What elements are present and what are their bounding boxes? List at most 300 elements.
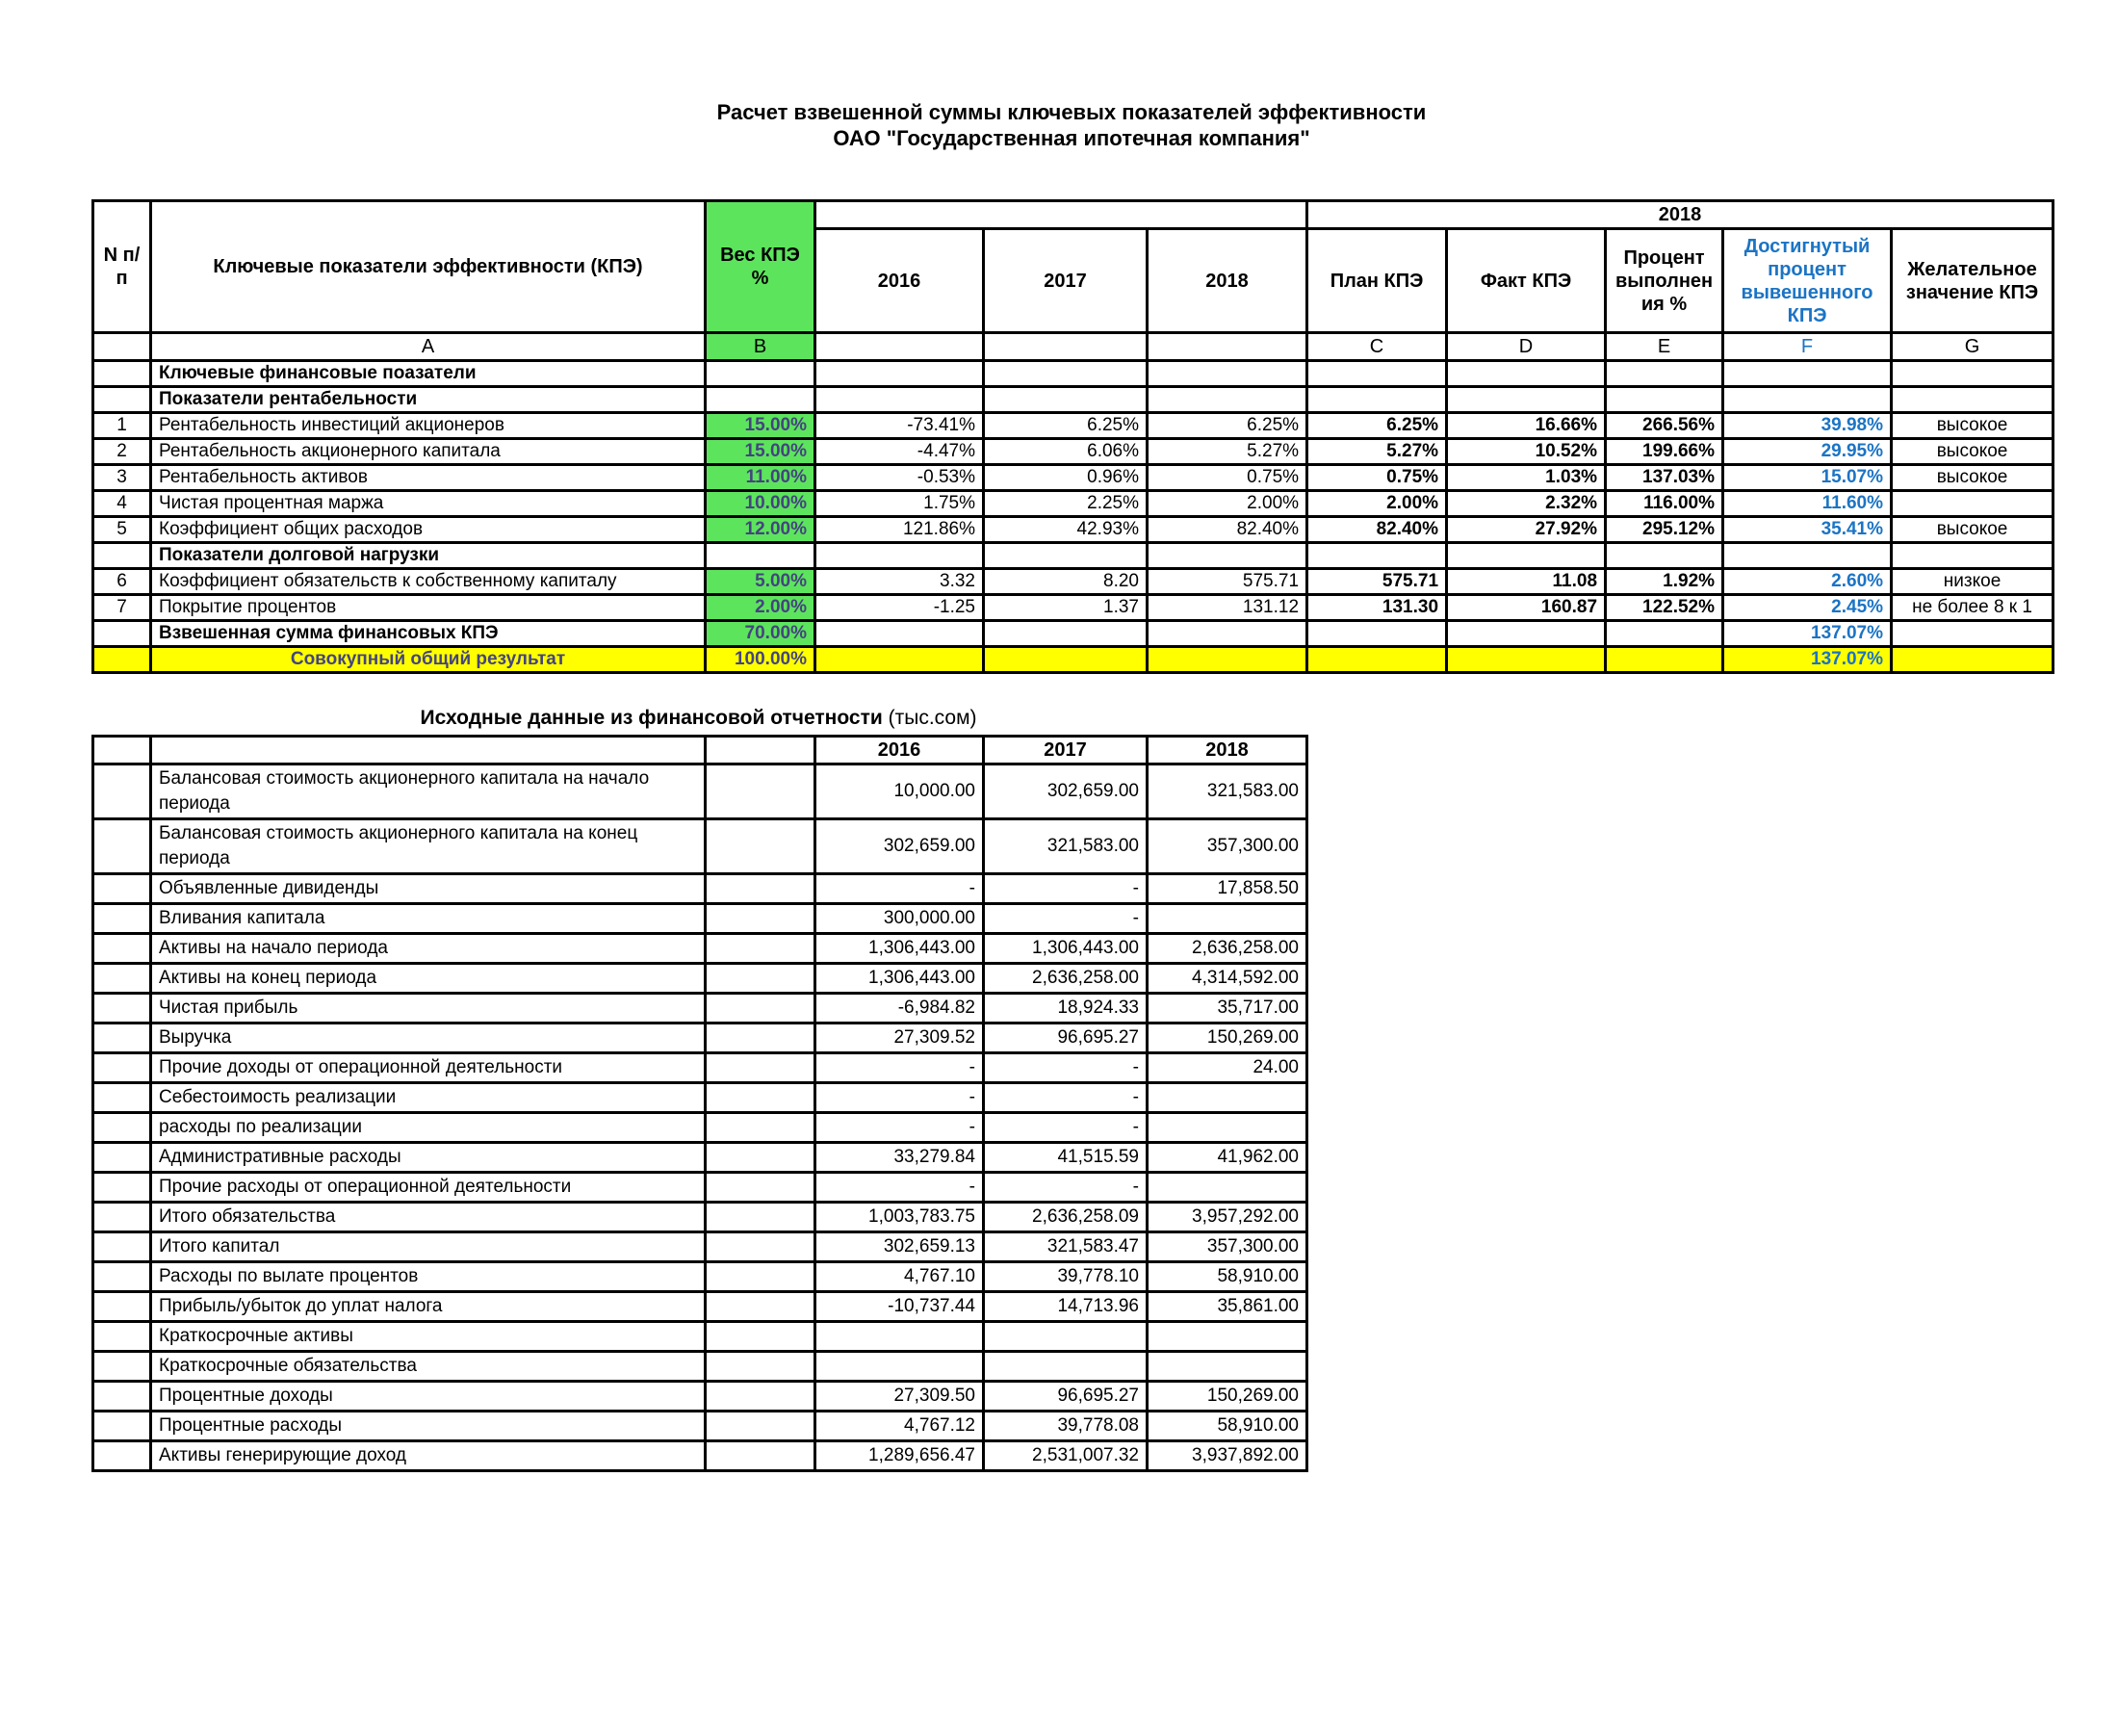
- cell-y2018: [1148, 904, 1307, 934]
- cell-num: 4: [93, 491, 151, 517]
- header-num: N п/п: [93, 201, 151, 333]
- cell-y2017: [984, 1352, 1148, 1382]
- cell-desired: [1892, 361, 2053, 387]
- cell-percent: [1606, 647, 1723, 673]
- header-fact: Факт КПЭ: [1447, 229, 1606, 333]
- cell-spacer: [706, 874, 815, 904]
- cell-weight: 70.00%: [706, 621, 815, 647]
- cell-fact: 27.92%: [1447, 517, 1606, 543]
- header-2016: 2016: [815, 229, 984, 333]
- source-row: [93, 1083, 1307, 1113]
- letter-cell: [815, 333, 984, 361]
- cell-name: Прочие расходы от операционной деятельности: [151, 1173, 706, 1203]
- header-2018: 2018: [1148, 229, 1307, 333]
- cell-name: Балансовая стоимость акционерного капитала на начало периода: [151, 764, 706, 819]
- cell-desired: [1892, 387, 2053, 413]
- cell-plan: 575.71: [1307, 569, 1447, 595]
- cell-desired: [1892, 543, 2053, 569]
- source-row: [93, 1322, 1307, 1352]
- cell-plan: [1307, 543, 1447, 569]
- cell-name: Краткосрочные активы: [151, 1322, 706, 1352]
- cell-fact: 2.32%: [1447, 491, 1606, 517]
- cell-achieved: 2.45%: [1723, 595, 1892, 621]
- kpi-row: [93, 647, 2053, 673]
- cell-y2016: 1,003,783.75: [815, 1203, 984, 1232]
- cell-y2017: 2,636,258.09: [984, 1203, 1148, 1232]
- cell-rownum: [93, 1352, 151, 1382]
- cell-y2018: 58,910.00: [1148, 1262, 1307, 1292]
- cell-plan: 5.27%: [1307, 439, 1447, 465]
- cell-achieved: 137.07%: [1723, 647, 1892, 673]
- cell-y2018: 3,957,292.00: [1148, 1203, 1307, 1232]
- cell-achieved: 29.95%: [1723, 439, 1892, 465]
- cell-y2017: -: [984, 1053, 1148, 1083]
- cell-name: Активы на начало периода: [151, 934, 706, 964]
- source-row: [93, 819, 1307, 874]
- source-row: [93, 1352, 1307, 1382]
- cell-y2016: 121.86%: [815, 517, 984, 543]
- cell-y2017: [984, 647, 1148, 673]
- cell-y2018: 3,937,892.00: [1148, 1441, 1307, 1471]
- cell-y2017: 1,306,443.00: [984, 934, 1148, 964]
- cell-fact: 1.03%: [1447, 465, 1606, 491]
- source-row: [93, 1203, 1307, 1232]
- cell-weight: [706, 543, 815, 569]
- cell-achieved: 2.60%: [1723, 569, 1892, 595]
- cell-achieved: 15.07%: [1723, 465, 1892, 491]
- cell-weight: 15.00%: [706, 413, 815, 439]
- kpi-row: [93, 517, 2053, 543]
- source-row: [93, 1441, 1307, 1471]
- cell-name: Покрытие процентов: [151, 595, 706, 621]
- cell-y2017: 96,695.27: [984, 1382, 1148, 1412]
- minus-sign: -: [897, 998, 905, 1018]
- cell-name: Расходы по вылате процентов: [151, 1262, 706, 1292]
- cell-y2018: 82.40%: [1148, 517, 1307, 543]
- cell-name: Выручка: [151, 1023, 706, 1053]
- cell-spacer: [706, 1173, 815, 1203]
- kpi-row: [93, 621, 2053, 647]
- source-row: [93, 1262, 1307, 1292]
- cell-y2017: 321,583.47: [984, 1232, 1148, 1262]
- cell-spacer: [706, 904, 815, 934]
- cell-rownum: [93, 934, 151, 964]
- cell-rownum: [93, 964, 151, 994]
- cell-achieved: 137.07%: [1723, 621, 1892, 647]
- cell-y2018: [1148, 1352, 1307, 1382]
- cell-spacer: [706, 1083, 815, 1113]
- header-years-spacer: [815, 201, 1307, 229]
- cell-weight: 5.00%: [706, 569, 815, 595]
- letter-cell: [984, 333, 1148, 361]
- letter-c: C: [1307, 333, 1447, 361]
- cell-spacer: [706, 1441, 815, 1471]
- cell-name: Рентабельность активов: [151, 465, 706, 491]
- cell-rownum: [93, 1053, 151, 1083]
- source-row: [93, 1292, 1307, 1322]
- page-title-line2: ОАО "Государственная ипотечная компания": [833, 126, 1310, 150]
- source-row: [93, 1412, 1307, 1441]
- cell-spacer: [706, 1053, 815, 1083]
- cell-y2016: 4,767.12: [815, 1412, 984, 1441]
- cell-y2016: -: [815, 1083, 984, 1113]
- source-row: [93, 1053, 1307, 1083]
- source-data-table: [91, 735, 1308, 1472]
- source-header-row: [93, 737, 1307, 764]
- source-row: [93, 1143, 1307, 1173]
- cell-name: Административные расходы: [151, 1143, 706, 1173]
- header-achieved: Достигнутый процент вывешенного КПЭ: [1723, 229, 1892, 333]
- cell-spacer: [706, 1143, 815, 1173]
- cell-num: 2: [93, 439, 151, 465]
- cell-percent: [1606, 621, 1723, 647]
- group-header-row: [93, 201, 2053, 229]
- header-2017: 2017: [984, 229, 1148, 333]
- cell-y2018: 35,717.00: [1148, 994, 1307, 1023]
- cell-y2018: 2.00%: [1148, 491, 1307, 517]
- cell-y2016: -: [815, 1113, 984, 1143]
- cell-y2017: 321,583.00: [984, 819, 1148, 874]
- cell-rownum: [93, 1203, 151, 1232]
- cell-y2017: 1.37: [984, 595, 1148, 621]
- cell-rownum: [93, 1382, 151, 1412]
- cell-y2016: [815, 361, 984, 387]
- cell-y2018: [1148, 647, 1307, 673]
- cell-y2018: 2,636,258.00: [1148, 934, 1307, 964]
- cell-spacer: [706, 819, 815, 874]
- cell-y2018: 6.25%: [1148, 413, 1307, 439]
- cell-name: Чистая прибыль: [151, 994, 706, 1023]
- cell-plan: [1307, 361, 1447, 387]
- cell-y2016: [815, 387, 984, 413]
- cell-y2016: 302,659.13: [815, 1232, 984, 1262]
- cell-fact: 160.87: [1447, 595, 1606, 621]
- cell-rownum: [93, 1173, 151, 1203]
- cell-y2018: [1148, 361, 1307, 387]
- kpi-row: [93, 413, 2053, 439]
- cell-y2018: 321,583.00: [1148, 764, 1307, 819]
- cell-percent: 295.12%: [1606, 517, 1723, 543]
- cell-y2018: [1148, 543, 1307, 569]
- cell-rownum: [93, 1441, 151, 1471]
- cell-y2018: [1148, 1113, 1307, 1143]
- cell-y2017: [984, 621, 1148, 647]
- cell-y2018: 575.71: [1148, 569, 1307, 595]
- cell-y2017: 0.96%: [984, 465, 1148, 491]
- cell-y2016: 27,309.52: [815, 1023, 984, 1053]
- cell-name: Итого обязательства: [151, 1203, 706, 1232]
- cell-spacer: [706, 1412, 815, 1441]
- kpi-row: [93, 491, 2053, 517]
- cell-y2018: 24.00: [1148, 1053, 1307, 1083]
- cell-weight: 2.00%: [706, 595, 815, 621]
- cell-name: Процентные доходы: [151, 1382, 706, 1412]
- source-row: [93, 1232, 1307, 1262]
- cell-rownum: [93, 764, 151, 819]
- cell-name: Процентные расходы: [151, 1412, 706, 1441]
- cell-y2016: -: [815, 1053, 984, 1083]
- cell-percent: [1606, 387, 1723, 413]
- cell-y2018: [1148, 387, 1307, 413]
- cell-desired: [1892, 647, 2053, 673]
- cell-achieved: [1723, 387, 1892, 413]
- source-row: [93, 1173, 1307, 1203]
- cell-spacer: [706, 994, 815, 1023]
- cell-name: Балансовая стоимость акционерного капитала на конец периода: [151, 819, 706, 874]
- cell-name: Объявленные дивиденды: [151, 874, 706, 904]
- cell-y2016: -: [815, 1173, 984, 1203]
- source-row: [93, 1113, 1307, 1143]
- cell-y2016: [815, 994, 984, 1023]
- cell-value: 6,984.82: [904, 998, 975, 1018]
- source-table-title: [91, 707, 1305, 730]
- cell-y2017: -: [984, 1113, 1148, 1143]
- cell-num: 7: [93, 595, 151, 621]
- source-table-title-units: (тыс.сом): [888, 707, 977, 729]
- cell-y2017: 39,778.10: [984, 1262, 1148, 1292]
- cell-y2018: 131.12: [1148, 595, 1307, 621]
- cell-fact: 16.66%: [1447, 413, 1606, 439]
- cell-spacer: [706, 1113, 815, 1143]
- cell-y2016: 1.75%: [815, 491, 984, 517]
- cell-rownum: [93, 1143, 151, 1173]
- cell-weight: [706, 387, 815, 413]
- cell-y2017: 2,531,007.32: [984, 1441, 1148, 1471]
- cell-y2017: 39,778.08: [984, 1412, 1148, 1441]
- cell-y2018: 150,269.00: [1148, 1382, 1307, 1412]
- cell-fact: [1447, 621, 1606, 647]
- cell-y2016: -73.41%: [815, 413, 984, 439]
- header-empty: [151, 737, 706, 764]
- source-row: [93, 764, 1307, 819]
- cell-name: Показатели рентабельности: [151, 387, 706, 413]
- header-desired: Желательное значение КПЭ: [1892, 229, 2053, 333]
- cell-y2016: [815, 543, 984, 569]
- cell-fact: [1447, 647, 1606, 673]
- cell-y2016: 1,306,443.00: [815, 964, 984, 994]
- cell-num: [93, 647, 151, 673]
- cell-spacer: [706, 1322, 815, 1352]
- cell-y2016: -4.47%: [815, 439, 984, 465]
- cell-desired: не более 8 к 1: [1892, 595, 2053, 621]
- source-row: [93, 994, 1307, 1023]
- letter-e: E: [1606, 333, 1723, 361]
- cell-percent: [1606, 361, 1723, 387]
- cell-rownum: [93, 1262, 151, 1292]
- source-table-body: [93, 764, 1307, 1471]
- cell-y2017: 42.93%: [984, 517, 1148, 543]
- cell-achieved: 11.60%: [1723, 491, 1892, 517]
- cell-y2018: 4,314,592.00: [1148, 964, 1307, 994]
- cell-spacer: [706, 1023, 815, 1053]
- cell-weight: 11.00%: [706, 465, 815, 491]
- cell-y2016: -: [815, 874, 984, 904]
- cell-name: Коэффициент общих расходов: [151, 517, 706, 543]
- cell-num: 5: [93, 517, 151, 543]
- cell-rownum: [93, 819, 151, 874]
- cell-name: Активы на конец периода: [151, 964, 706, 994]
- cell-desired: высокое: [1892, 413, 2053, 439]
- cell-value: 10,737.44: [893, 1296, 975, 1316]
- cell-rownum: [93, 1023, 151, 1053]
- cell-name: Ключевые финансовые поазатели: [151, 361, 706, 387]
- source-row: [93, 934, 1307, 964]
- cell-y2017: -: [984, 874, 1148, 904]
- cell-y2016: 33,279.84: [815, 1143, 984, 1173]
- kpi-row: [93, 543, 2053, 569]
- spreadsheet-page: [0, 99, 2118, 1736]
- cell-y2018: [1148, 1322, 1307, 1352]
- cell-name: Активы генерирующие доход: [151, 1441, 706, 1471]
- cell-y2017: -: [984, 1173, 1148, 1203]
- cell-name: Совокупный общий результат: [151, 647, 706, 673]
- cell-name: Прочие доходы от операционной деятельности: [151, 1053, 706, 1083]
- cell-achieved: 35.41%: [1723, 517, 1892, 543]
- cell-weight: 15.00%: [706, 439, 815, 465]
- cell-desired: [1892, 491, 2053, 517]
- cell-y2017: 2,636,258.00: [984, 964, 1148, 994]
- cell-weight: 12.00%: [706, 517, 815, 543]
- cell-y2017: 6.06%: [984, 439, 1148, 465]
- cell-y2017: [984, 1322, 1148, 1352]
- cell-weight: 10.00%: [706, 491, 815, 517]
- header-2018-group: 2018: [1307, 201, 2053, 229]
- kpi-row: [93, 361, 2053, 387]
- cell-desired: высокое: [1892, 439, 2053, 465]
- header-2018: 2018: [1148, 737, 1307, 764]
- cell-spacer: [706, 964, 815, 994]
- minus-sign: -: [888, 1296, 894, 1316]
- cell-percent: [1606, 543, 1723, 569]
- source-row: [93, 904, 1307, 934]
- cell-name: Коэффициент обязательств к собственному капиталу: [151, 569, 706, 595]
- cell-y2018: 5.27%: [1148, 439, 1307, 465]
- cell-num: [93, 543, 151, 569]
- cell-rownum: [93, 904, 151, 934]
- source-row: [93, 1023, 1307, 1053]
- letter-g: G: [1892, 333, 2053, 361]
- letter-cell: [93, 333, 151, 361]
- cell-rownum: [93, 1232, 151, 1262]
- cell-percent: 116.00%: [1606, 491, 1723, 517]
- cell-y2017: [984, 387, 1148, 413]
- cell-achieved: [1723, 543, 1892, 569]
- cell-y2017: 302,659.00: [984, 764, 1148, 819]
- cell-y2016: 27,309.50: [815, 1382, 984, 1412]
- cell-num: 6: [93, 569, 151, 595]
- cell-name: Итого капитал: [151, 1232, 706, 1262]
- cell-num: [93, 387, 151, 413]
- cell-y2016: [815, 621, 984, 647]
- cell-spacer: [706, 1232, 815, 1262]
- cell-rownum: [93, 1083, 151, 1113]
- kpi-table-body: [93, 361, 2053, 673]
- cell-fact: [1447, 387, 1606, 413]
- cell-name: Чистая процентная маржа: [151, 491, 706, 517]
- cell-desired: низкое: [1892, 569, 2053, 595]
- cell-y2018: 17,858.50: [1148, 874, 1307, 904]
- kpi-row: [93, 387, 2053, 413]
- header-empty: [706, 737, 815, 764]
- cell-name: Рентабельность инвестиций акционеров: [151, 413, 706, 439]
- cell-y2017: 6.25%: [984, 413, 1148, 439]
- header-plan: План КПЭ: [1307, 229, 1447, 333]
- letter-cell: [1148, 333, 1307, 361]
- cell-rownum: [93, 994, 151, 1023]
- page-title: [91, 99, 2052, 151]
- cell-fact: [1447, 543, 1606, 569]
- cell-y2018: 41,962.00: [1148, 1143, 1307, 1173]
- letter-a: A: [151, 333, 706, 361]
- cell-y2016: 300,000.00: [815, 904, 984, 934]
- cell-spacer: [706, 1382, 815, 1412]
- cell-fact: 10.52%: [1447, 439, 1606, 465]
- cell-achieved: 39.98%: [1723, 413, 1892, 439]
- letter-b: B: [706, 333, 815, 361]
- cell-name: Взвешенная сумма финансовых КПЭ: [151, 621, 706, 647]
- cell-achieved: [1723, 361, 1892, 387]
- letter-d: D: [1447, 333, 1606, 361]
- cell-y2018: 58,910.00: [1148, 1412, 1307, 1441]
- cell-percent: 1.92%: [1606, 569, 1723, 595]
- cell-y2016: 1,306,443.00: [815, 934, 984, 964]
- cell-plan: 0.75%: [1307, 465, 1447, 491]
- cell-rownum: [93, 874, 151, 904]
- column-letters-row: [93, 333, 2053, 361]
- cell-rownum: [93, 1322, 151, 1352]
- cell-y2017: 8.20: [984, 569, 1148, 595]
- cell-y2018: [1148, 1083, 1307, 1113]
- cell-spacer: [706, 934, 815, 964]
- cell-y2016: [815, 1292, 984, 1322]
- cell-desired: высокое: [1892, 465, 2053, 491]
- cell-y2016: -0.53%: [815, 465, 984, 491]
- kpi-row: [93, 465, 2053, 491]
- source-row: [93, 964, 1307, 994]
- cell-weight: 100.00%: [706, 647, 815, 673]
- kpi-row: [93, 595, 2053, 621]
- cell-plan: [1307, 647, 1447, 673]
- header-percent: Процент выполнения %: [1606, 229, 1723, 333]
- cell-plan: 82.40%: [1307, 517, 1447, 543]
- cell-y2016: 1,289,656.47: [815, 1441, 984, 1471]
- cell-percent: 266.56%: [1606, 413, 1723, 439]
- cell-plan: 6.25%: [1307, 413, 1447, 439]
- cell-rownum: [93, 1292, 151, 1322]
- cell-spacer: [706, 1203, 815, 1232]
- cell-name: Вливания капитала: [151, 904, 706, 934]
- kpi-row: [93, 569, 2053, 595]
- cell-name: Показатели долговой нагрузки: [151, 543, 706, 569]
- cell-y2016: [815, 1322, 984, 1352]
- cell-name: Рентабельность акционерного капитала: [151, 439, 706, 465]
- cell-plan: 131.30: [1307, 595, 1447, 621]
- cell-spacer: [706, 1262, 815, 1292]
- cell-y2016: [815, 1352, 984, 1382]
- cell-percent: 122.52%: [1606, 595, 1723, 621]
- cell-y2018: 150,269.00: [1148, 1023, 1307, 1053]
- cell-y2017: -: [984, 1083, 1148, 1113]
- cell-y2018: 35,861.00: [1148, 1292, 1307, 1322]
- cell-rownum: [93, 1412, 151, 1441]
- cell-fact: [1447, 361, 1606, 387]
- header-kpi: Ключевые показатели эффективности (КПЭ): [151, 201, 706, 333]
- cell-fact: 11.08: [1447, 569, 1606, 595]
- cell-num: 1: [93, 413, 151, 439]
- header-2017: 2017: [984, 737, 1148, 764]
- cell-num: 3: [93, 465, 151, 491]
- cell-y2016: [815, 647, 984, 673]
